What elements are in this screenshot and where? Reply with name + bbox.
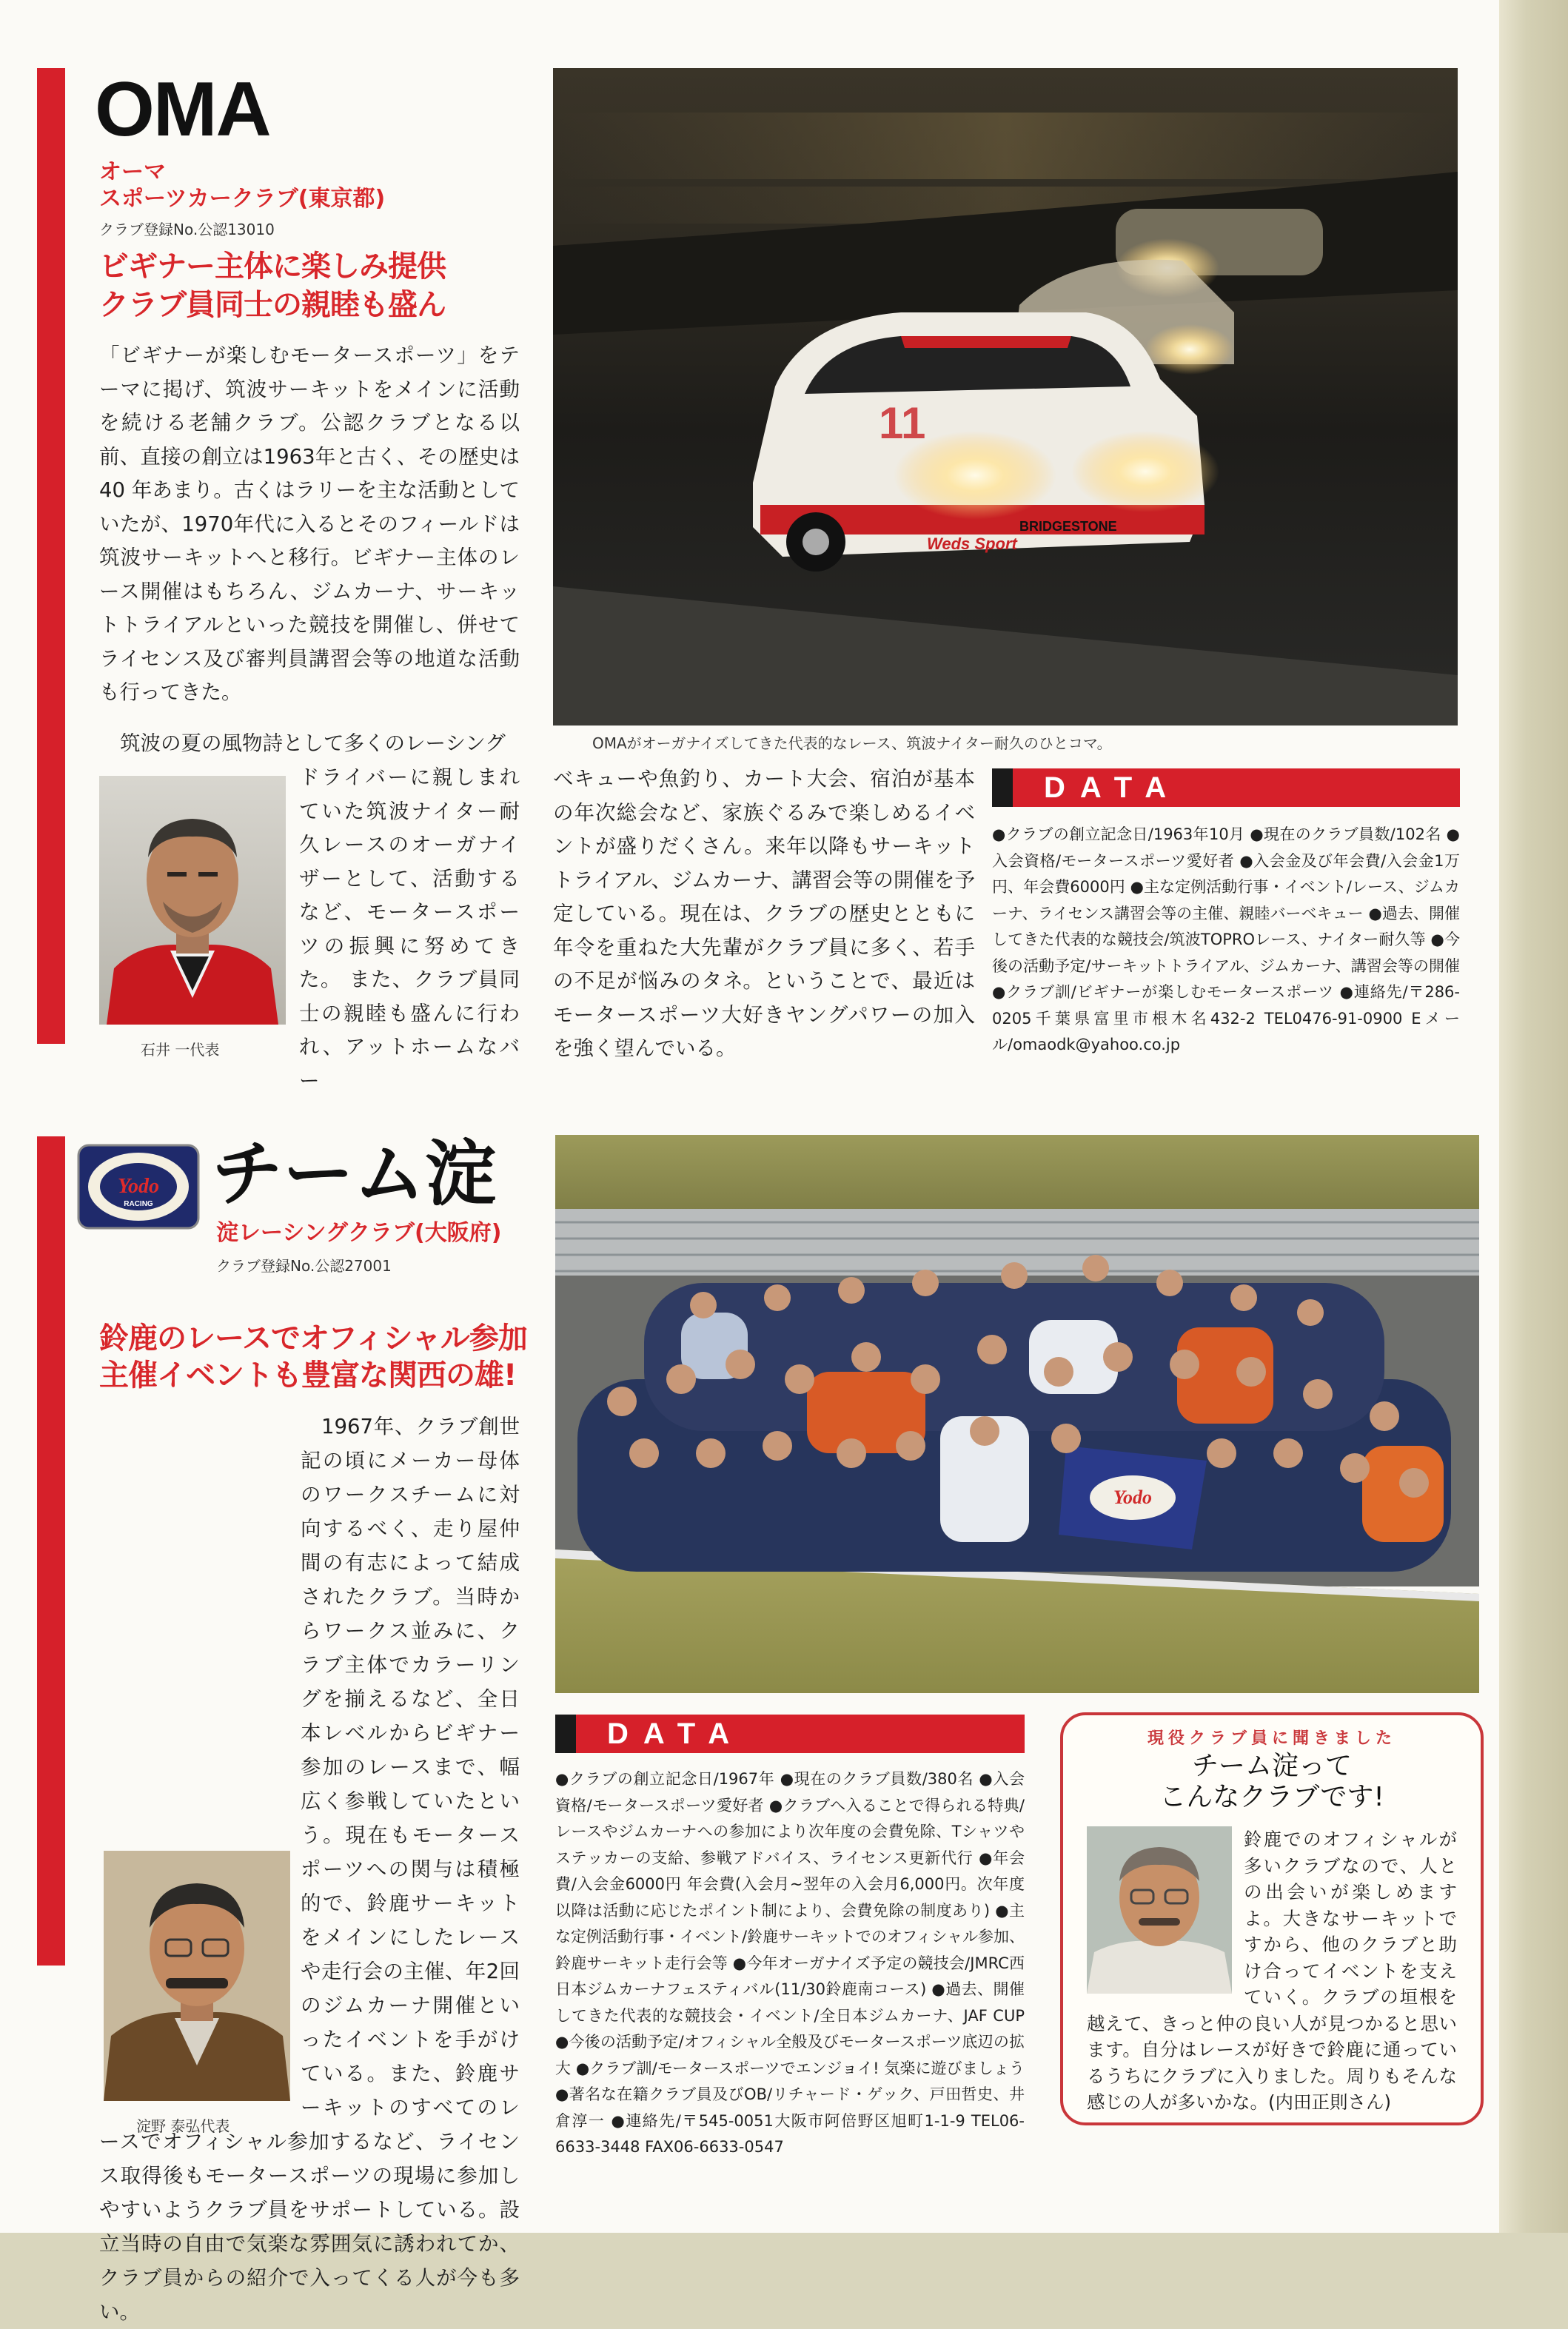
oma-title: OMA — [95, 67, 270, 153]
svg-text:11: 11 — [879, 398, 926, 448]
yodo-representative-portrait — [104, 1851, 290, 2101]
portrait-illustration — [104, 1851, 290, 2101]
page-binding — [1499, 0, 1568, 2233]
oma-data-text: ●クラブの創立記念日/1963年10月 ●現在のクラブ員数/102名 ●入会資格/モータースポーツ愛好者 ●入会金及び年会費/入会金1万円、年会費6000円 ●主な定例活動行事・イベント/レース、ジムカーナ、ライセンス講習会等の主催、親睦バーベキュー ●過去、開催してきた代表的な競技会/筑波TOPROレース、ナイター耐久等 ●今後の活動予定/サーキットトライアル、ジムカーナ、講習会等の開催 ●クラブ訓/ビギナーが楽しむモータースポーツ ●連絡先/〒286-0205千葉県富里市根木名432-2 TEL0476-91-0900 Eメール/omaodk@yahoo.co.jp — [992, 825, 1460, 1053]
yodo-registration: クラブ登録No.公認27001 — [216, 1257, 392, 1275]
oma-kana: オーマ — [99, 159, 166, 185]
oma-body-4: ベキューや魚釣り、カート大会、宿泊が基本の年次総会など、家族ぐるみで楽しめるイベントが盛りだくさん。来年以降もサーキットトライアル、ジムカーナ、講習会等の開催を予定している。現在は、クラブの歴史とともに年令を重ねた大先輩がクラブ員に多く、若手の不足が悩みのタネ。ということで、最近はモータースポーツ大好きヤングパワーの加入を強く望んでいる。 — [553, 767, 975, 1060]
interview-title-1: チーム淀って — [1191, 1751, 1352, 1781]
interview-body-text: 鈴鹿でのオフィシャルが多いクラブなので、人との出会いが楽しめますよ。大きなサーキットですから、他のクラブと助け合ってイベントを支えていく。クラブの垣根を越えて、きっと仲の良い人が見つかると思います。自分はレースが好きで鈴鹿に通っているうちにクラブに入りました。周りもそんな感じの人が多いかな。(内田正則さん) — [1087, 1829, 1457, 2113]
yodo-portrait-caption: 淀野 泰弘代表 — [136, 2117, 230, 2135]
oma-red-bar — [37, 68, 65, 1044]
oma-portrait-caption: 石井 一代表 — [141, 1041, 220, 1059]
night-race-illustration — [553, 68, 1458, 725]
member-interview-box — [1060, 1712, 1484, 2125]
yodo-logo-text: Yodo — [118, 1175, 159, 1198]
oma-headline-2: クラブ員同士の親睦も盛ん — [99, 288, 446, 322]
team-group-illustration — [555, 1135, 1479, 1693]
interview-kicker: 現役クラブ員に聞きました — [1147, 1729, 1396, 1748]
yodo-body-text: 1967年、クラブ創世記の頃にメーカー母体のワークスチームに対向するべく、走り屋仲間の有志によって結成されたクラブ。当時からワークス並みに、クラブ主体でカラーリングを揃えるなど、全日本レベルからビギナー参加のレースまで、幅広く参戦していたという。現在もモータースポーツへの関与は積極的で、鈴鹿サーキットをメインにしたレースや走行会の主催、年2回のジムカーナ開催といったイベントを手がけている。また、鈴鹿サーキットのすべてのレースでオフィシャル参加するなど、ライセンス取得後もモータースポーツの現場に参加しやすいようクラブ員をサポートしている。設立当時の自由で気楽な雰囲気に誘われてか、クラブ員からの紹介で入ってくる人が今も多い。 — [99, 1415, 520, 2324]
yodo-team-photo — [555, 1135, 1479, 1693]
yodo-title: チーム淀 — [212, 1135, 496, 1214]
yodo-headline-1: 鈴鹿のレースでオフィシャル参加 — [99, 1321, 527, 1355]
oma-race-photo — [553, 68, 1458, 725]
oma-club-name: スポーツカークラブ(東京都) — [99, 186, 386, 212]
car-sponsor-text: Weds Sport — [927, 535, 1017, 553]
oma-data-header — [992, 768, 1460, 807]
oma-body-2: 筑波の夏の風物詩として多くのレーシング — [120, 731, 506, 755]
oma-body-3: ドライバーに親しまれていた筑波ナイター耐久レースのオーガナイザーとして、活動するなど、モータースポーツの振興に努めてきた。 また、クラブ員同士の親睦も盛んに行われ、アットホームなバー — [299, 765, 520, 1093]
oma-body-1: 「ビギナーが楽しむモータースポーツ」をテーマに掲げ、筑波サーキットをメインに活動を続ける老舗クラブ。公認クラブとなる以前、直接の創立は1963年と古く、その歴史は40 年あまり。古くはラリーを主な活動としていたが、1970年代に入るとそのフィールドは筑波サーキットへと移行。ビギナー主体のレース開催はもちろん、ジムカーナ、サーキットトライアルといった競技を開催し、併せてライセンス及び審判員講習会等の地道な活動も行ってきた。 — [99, 344, 520, 704]
team-flag-text: Yodo — [1113, 1487, 1152, 1508]
portrait-illustration — [99, 776, 286, 1025]
oma-headline-1: ビギナー主体に楽しみ提供 — [99, 249, 446, 284]
yodo-data-text: ●クラブの創立記念日/1967年 ●現在のクラブ員数/380名 ●入会資格/モータースポーツ愛好者 ●クラブへ入ることで得られる特典/レースやジムカーナへの参加により次年度の会費免除、Tシャツやステッカーの支給、参戦アドバイス、ライセンス更新代行 ●年会費/入会金6000円 年会費(入会月~翌年の入会月6,000円。次年度以降は活動に応じたポイント制により、会費免除の制度あり) ●主な定例活動行事・イベント/鈴鹿サーキットでのオフィシャル参加、鈴鹿サーキット走行会等 ●今年オーガナイズ予定の競技会/JMRC西日本ジムカーナフェスティバル(11/30鈴鹿南コース) ●過去、開催してきた代表的な競技会・イベント/全日本ジムカーナ、JAF CUP ●今後の活動予定/オフィシャル全般及びモータースポーツ底辺の拡大 ●クラブ訓/モータースポーツでエンジョイ! 気楽に遊びましょう ●著名な在籍クラブ員及びOB/リチャード・ゲック、戸田哲史、井倉淳一 ●連絡先/〒545-0051大阪市阿倍野区旭町1-1-9 TEL06-6633-3448 FAX06-6633-0547 — [555, 1770, 1025, 2156]
yodo-club-logo — [77, 1144, 200, 1230]
interview-body — [1087, 1826, 1457, 2115]
yodo-red-bar — [37, 1136, 65, 1966]
data-header-block — [555, 1715, 576, 1753]
yodo-data-header — [555, 1715, 1025, 1753]
yodo-club-name: 淀レーシングクラブ(大阪府) — [216, 1220, 502, 1246]
oma-photo-caption: OMAがオーガナイズしてきた代表的なレース、筑波ナイター耐久のひとコマ。 — [592, 734, 1112, 752]
data-header-block — [992, 768, 1013, 807]
yodo-headline-2: 主催イベントも豊富な関西の雄! — [99, 1358, 517, 1393]
oma-data-label: DATA — [1044, 771, 1182, 804]
yodo-logo-subtext: RACING — [124, 1200, 153, 1208]
oma-representative-portrait — [99, 776, 286, 1025]
yodo-data-label: DATA — [607, 1718, 745, 1750]
car-tire-sponsor-text: BRIDGESTONE — [1019, 519, 1117, 534]
interview-float-spacer — [1087, 1826, 1244, 1994]
interview-title-2: こんなクラブです! — [1159, 1782, 1384, 1812]
oma-registration: クラブ登録No.公認13010 — [99, 221, 275, 238]
yodo-logo-emblem — [77, 1144, 200, 1230]
